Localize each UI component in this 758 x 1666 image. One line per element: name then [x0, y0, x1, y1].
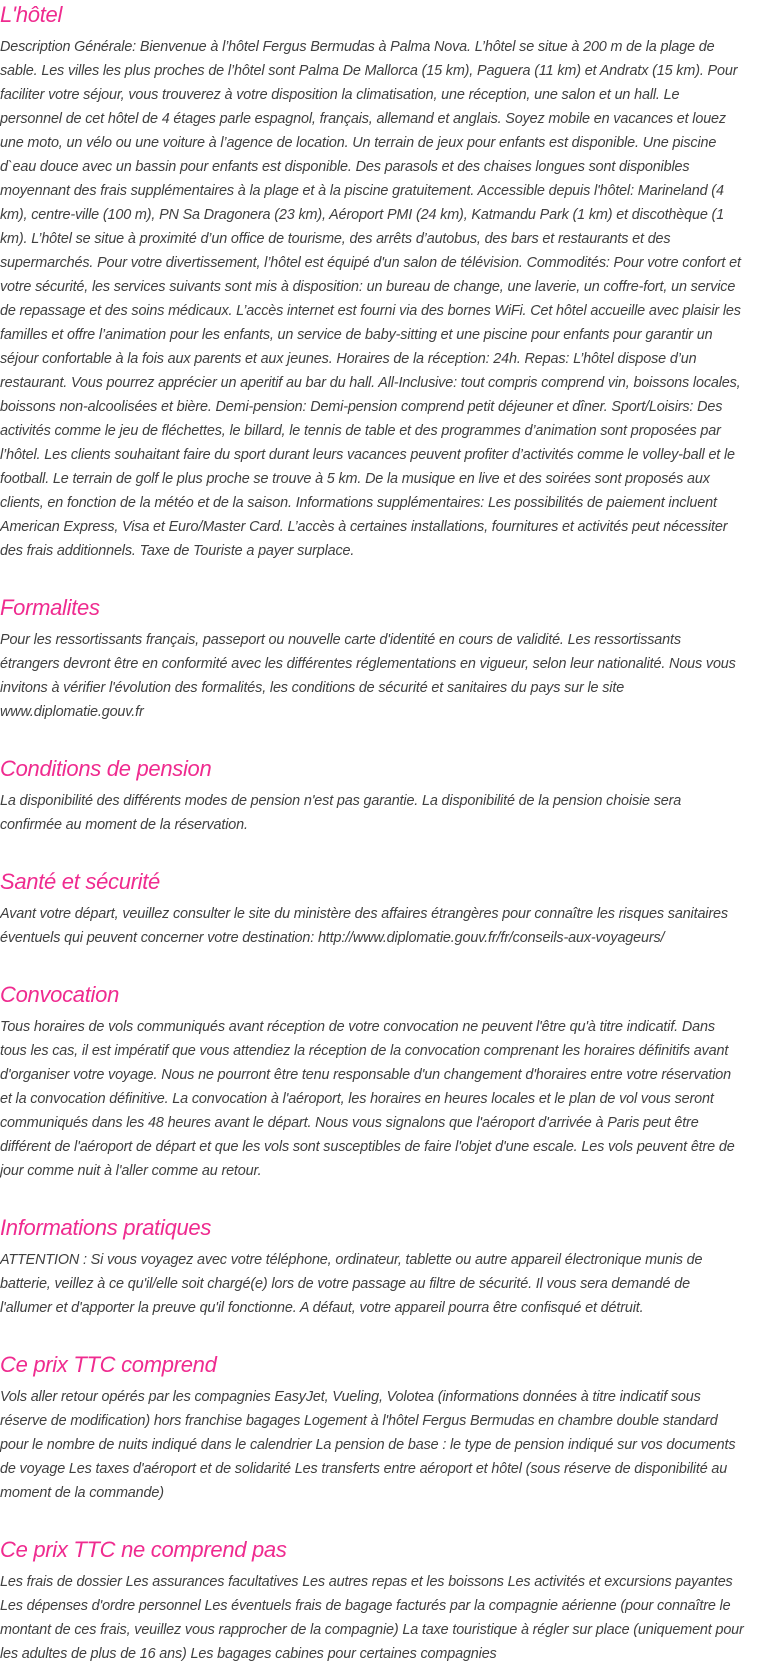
section-title: L'hôtel: [0, 2, 63, 27]
section-body: La disponibilité des différents modes de pension n'est pas garantie. La disponibilité de la pension choisie sera confirmée au moment de la réservation.: [0, 793, 682, 833]
section-body: Avant votre départ, veuillez consulter le site du ministère des affaires étrangères pour connaître les risques sanitaires éventuels qui peuvent concerner votre destination: http://www.diplomatie.gouv.fr/fr/conseils-aux-voyageurs/: [0, 906, 728, 946]
section-title: Ce prix TTC ne comprend pas: [0, 1537, 287, 1562]
section-informations-pratiques: [0, 1213, 748, 1320]
section-title: Conditions de pension: [0, 756, 212, 781]
section-title: Formalites: [0, 595, 100, 620]
section-hotel: [0, 0, 748, 563]
section-formalites: [0, 593, 748, 724]
section-title: Ce prix TTC comprend: [0, 1352, 217, 1377]
section-prix-ne-comprend-pas: [0, 1535, 748, 1666]
section-title: Santé et sécurité: [0, 869, 160, 894]
section-conditions-pension: [0, 754, 748, 837]
section-body: Les frais de dossier Les assurances facultatives Les autres repas et les boissons Les activités et excursions payantes Les dépenses d'ordre personnel Les éventuels frais de bagage facturés par la compagnie aérienne (pour connaître le montant de ces frais, veuillez vous rapprocher de la compagnie) La taxe touristique à régler sur place (uniquement pour les adultes de plus de 16 ans) Les bagages cabines pour certaines compagnies: [0, 1574, 744, 1662]
section-body: Vols aller retour opérés par les compagnies EasyJet, Vueling, Volotea (informations données à titre indicatif sous réserve de modification) hors franchise bagages Logement à l'hôtel Fergus Bermudas en chambre double standard pour le nombre de nuits indiqué dans le calendrier La pension de base : le type de pension indiqué sur vos documents de voyage Les taxes d'aéroport et de solidarité Les transferts entre aéroport et hôtel (sous réserve de disponibilité au moment de la commande): [0, 1389, 736, 1501]
section-title: Convocation: [0, 982, 119, 1007]
section-prix-comprend: [0, 1350, 748, 1505]
section-body: Description Générale: Bienvenue à l’hôtel Fergus Bermudas à Palma Nova. L’hôtel se situe à 200 m de la plage de sable. Les villes les plus proches de l’hôtel sont Palma De Mallorca (15 km), Paguera (11 km) et Andratx (15 km). Pour faciliter votre séjour, vous trouverez à votre disposition la climatisation, une réception, une salon et un hall. Le personnel de cet hôtel de 4 étages parle espagnol, français, allemand et anglais. Soyez mobile en vacances et louez une moto, un vélo ou une voiture à l’agence de location. Un terrain de jeux pour enfants est disponible. Une piscine d`eau douce avec un bassin pour enfants est disponible. Des parasols et des chaises longues sont disponibles moyennant des frais supplémentaires à la plage et à la piscine gratuitement. Accessible depuis l'hôtel: Marineland (4 km), centre-ville (100 m), PN Sa Dragonera (23 km), Aéroport PMI (24 km), Katmandu Park (1 km) et discothèque (1 km). L’hôtel se situe à proximité d’un office de tourisme, des arrêts d’autobus, des bars et restaurants et des supermarchés. Pour votre divertissement, l’hôtel est équipé d'un salon de télévision. Commodités: Pour votre confort et votre sécurité, les services suivants sont mis à disposition: un bureau de change, une laverie, un coffre-fort, un service de repassage et des soins médicaux. L’accès internet est fourni via des bornes WiFi. Cet hôtel accueille avec plaisir les familles et offre l’animation pour les enfants, un service de baby-sitting et une piscine pour enfants pour garantir un séjour confortable à la fois aux parents et aux jeunes. Horaires de la réception: 24h. Repas: L’hôtel dispose d’un restaurant. Vous pourrez apprécier un aperitif au bar du hall. All-Inclusive: tout compris comprend vin, boissons locales, boissons non-alcoolisées et bière. Demi-pension: Demi-pension comprend petit déjeuner et dîner. Sport/Loisirs: Des activités comme le jeu de fléchettes, le billard, le tennis de table et des programmes d’animation sont proposées par l’hôtel. Les clients souhaitant faire du sport durant leurs vacances peuvent profiter d’activités comme le volley-ball et le football. Le terrain de golf le plus proche se trouve à 5 km. De la musique en live et des soirées sont proposés aux clients, en fonction de la météo et de la saison. Informations supplémentaires: Les possibilités de paiement incluent American Express, Visa et Euro/Master Card. L’accès à certaines installations, fournitures et activités peut nécessiter des frais additionnels. Taxe de Touriste a payer surplace.: [0, 39, 741, 559]
section-sante-securite: [0, 867, 748, 950]
section-convocation: [0, 980, 748, 1183]
section-body: ATTENTION : Si vous voyagez avec votre téléphone, ordinateur, tablette ou autre appareil électronique munis de batterie, veillez à ce qu'il/elle soit chargé(e) lors de votre passage au filtre de sécurité. Il vous sera demandé de l'allumer et d'apporter la preuve qu'il fonctionne. A défaut, votre appareil pourra être confisqué et détruit.: [0, 1252, 703, 1316]
section-body: Tous horaires de vols communiqués avant réception de votre convocation ne peuvent l'être qu'à titre indicatif. Dans tous les cas, il est impératif que vous attendiez la réception de la convocation comprenant les horaires définitifs avant d'organiser votre voyage. Nous ne pourront être tenu responsable d'un changement d'horaires entre votre réservation et la convocation définitive. La convocation à l'aéroport, les horaires en heures locales et le plan de vol vous seront communiqués dans les 48 heures avant le départ. Nous vous signalons que l'aéroport d'arrivée à Paris peut être différent de l'aéroport de départ et que les vols sont susceptibles de faire l'objet d'une escale. Les vols peuvent être de jour comme nuit à l'aller comme au retour.: [0, 1019, 735, 1179]
section-body: Pour les ressortissants français, passeport ou nouvelle carte d'identité en cours de validité. Les ressortissants étrangers devront être en conformité avec les différentes réglementations en vigueur, selon leur nationalité. Nous vous invitons à vérifier l'évolution des formalités, les conditions de sécurité et sanitaires du pays sur le site www.diplomatie.gouv.fr: [0, 632, 736, 720]
section-title: Informations pratiques: [0, 1215, 212, 1240]
